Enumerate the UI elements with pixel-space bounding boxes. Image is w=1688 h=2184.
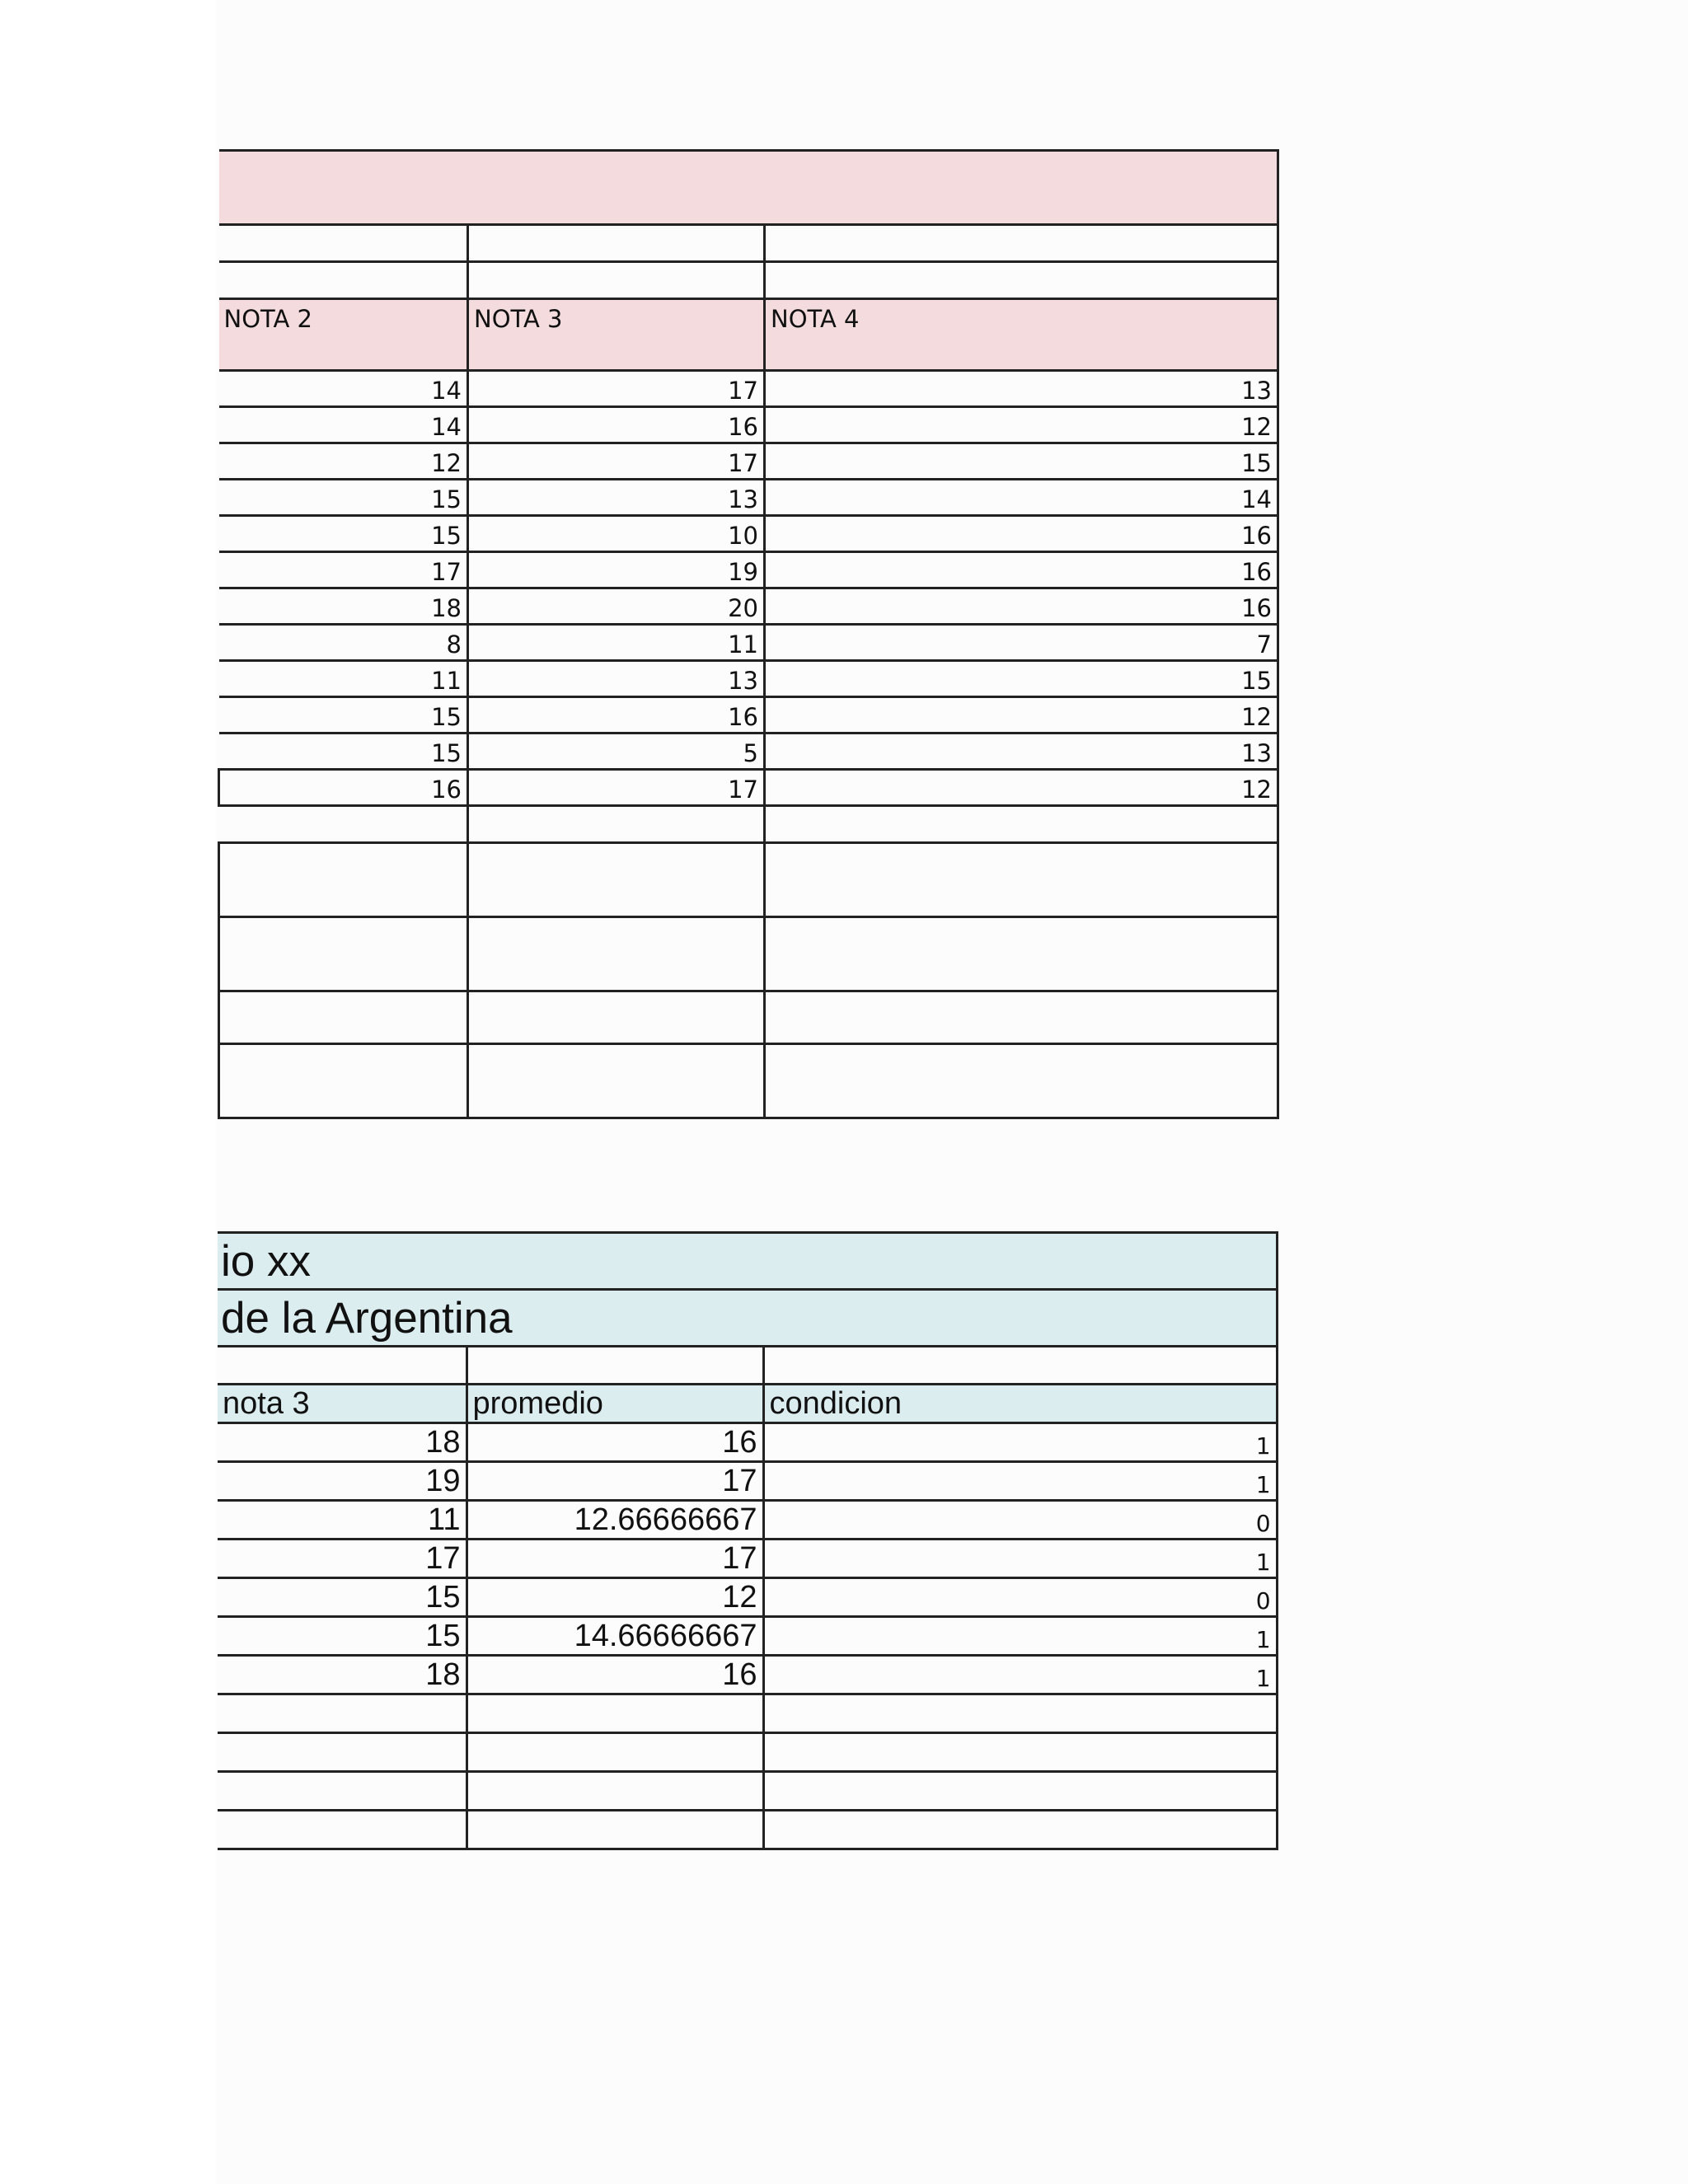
cell[interactable]: 12 [765, 770, 1278, 806]
cell[interactable]: 15 [219, 480, 468, 516]
cell[interactable]: 17 [467, 1462, 763, 1501]
cell[interactable]: 1 [763, 1462, 1277, 1501]
cell[interactable]: 13 [765, 733, 1278, 770]
cell[interactable]: 7 [765, 625, 1278, 661]
table-row [219, 443, 1278, 480]
header-row [218, 1385, 1277, 1423]
cell[interactable]: 16 [765, 588, 1278, 625]
table-row [219, 407, 1278, 443]
cell[interactable]: 20 [468, 588, 765, 625]
title-band [219, 151, 1278, 225]
header-condicion[interactable]: condicion [763, 1385, 1277, 1423]
table-row [219, 733, 1278, 770]
title-row-2 [218, 1290, 1277, 1347]
cell[interactable]: 1 [763, 1656, 1277, 1694]
cell[interactable]: 11 [219, 661, 468, 697]
cell[interactable]: 17 [468, 770, 765, 806]
header-nota-3[interactable]: NOTA 3 [468, 299, 765, 371]
cell[interactable]: 15 [765, 661, 1278, 697]
cell[interactable]: 16 [219, 770, 468, 806]
cell[interactable]: 17 [218, 1540, 467, 1578]
header-nota-3[interactable]: nota 3 [218, 1385, 467, 1423]
cell[interactable]: 15 [218, 1617, 467, 1656]
table-row [219, 480, 1278, 516]
cell[interactable]: 18 [219, 588, 468, 625]
table-title-line-1[interactable]: io xx [218, 1233, 1277, 1290]
header-row [219, 299, 1278, 371]
grades-table [218, 149, 1279, 1119]
header-promedio[interactable]: promedio [467, 1385, 763, 1423]
cell[interactable]: 11 [468, 625, 765, 661]
table-row [219, 588, 1278, 625]
table-row [219, 552, 1278, 588]
table-row [219, 371, 1278, 407]
cell[interactable]: 12 [765, 407, 1278, 443]
cell[interactable]: 17 [468, 443, 765, 480]
table-row [219, 516, 1278, 552]
cell[interactable]: 1 [763, 1617, 1277, 1656]
cell[interactable]: 15 [765, 443, 1278, 480]
cell[interactable]: 18 [218, 1423, 467, 1462]
cell[interactable]: 14.66666667 [467, 1617, 763, 1656]
header-nota-2[interactable]: NOTA 2 [219, 299, 468, 371]
cell[interactable]: 16 [468, 407, 765, 443]
cell[interactable]: 17 [219, 552, 468, 588]
cell[interactable]: 1 [763, 1423, 1277, 1462]
cell[interactable]: 16 [468, 697, 765, 733]
cell[interactable]: 12 [765, 697, 1278, 733]
cell[interactable]: 16 [765, 552, 1278, 588]
table-row [219, 770, 1278, 806]
table-title-line-2[interactable]: de la Argentina [218, 1290, 1277, 1347]
cell[interactable]: 8 [219, 625, 468, 661]
cell[interactable]: 13 [468, 661, 765, 697]
table-row [218, 1462, 1277, 1501]
table-row [218, 1501, 1277, 1540]
cell[interactable]: 16 [467, 1423, 763, 1462]
table-row [218, 1617, 1277, 1656]
cell[interactable]: 5 [468, 733, 765, 770]
cell[interactable]: 16 [467, 1656, 763, 1694]
table-row [218, 1540, 1277, 1578]
cell[interactable]: 12.66666667 [467, 1501, 763, 1540]
cell[interactable]: 19 [468, 552, 765, 588]
cell[interactable]: 13 [468, 480, 765, 516]
table-row [218, 1578, 1277, 1617]
cell[interactable]: 16 [765, 516, 1278, 552]
cell[interactable]: 19 [218, 1462, 467, 1501]
cell[interactable]: 12 [219, 443, 468, 480]
cell[interactable]: 14 [765, 480, 1278, 516]
cell[interactable]: 10 [468, 516, 765, 552]
cell[interactable]: 14 [219, 407, 468, 443]
title-row-1 [218, 1233, 1277, 1290]
cell[interactable]: 17 [468, 371, 765, 407]
cell[interactable]: 18 [218, 1656, 467, 1694]
cell[interactable]: 14 [219, 371, 468, 407]
cell[interactable]: 12 [467, 1578, 763, 1617]
table-row [219, 697, 1278, 733]
cell[interactable]: 1 [763, 1540, 1277, 1578]
cell[interactable]: 13 [765, 371, 1278, 407]
cell[interactable]: 0 [763, 1501, 1277, 1540]
cell[interactable]: 0 [763, 1578, 1277, 1617]
cell[interactable]: 15 [219, 516, 468, 552]
cell[interactable]: 15 [218, 1578, 467, 1617]
cell[interactable]: 15 [219, 697, 468, 733]
table-row [219, 625, 1278, 661]
header-nota-4[interactable]: NOTA 4 [765, 299, 1278, 371]
table-row [219, 661, 1278, 697]
table-row [218, 1423, 1277, 1462]
table-row [218, 1656, 1277, 1694]
cell[interactable]: 15 [219, 733, 468, 770]
cell[interactable]: 11 [218, 1501, 467, 1540]
average-table [218, 1231, 1278, 1850]
cell[interactable]: 17 [467, 1540, 763, 1578]
